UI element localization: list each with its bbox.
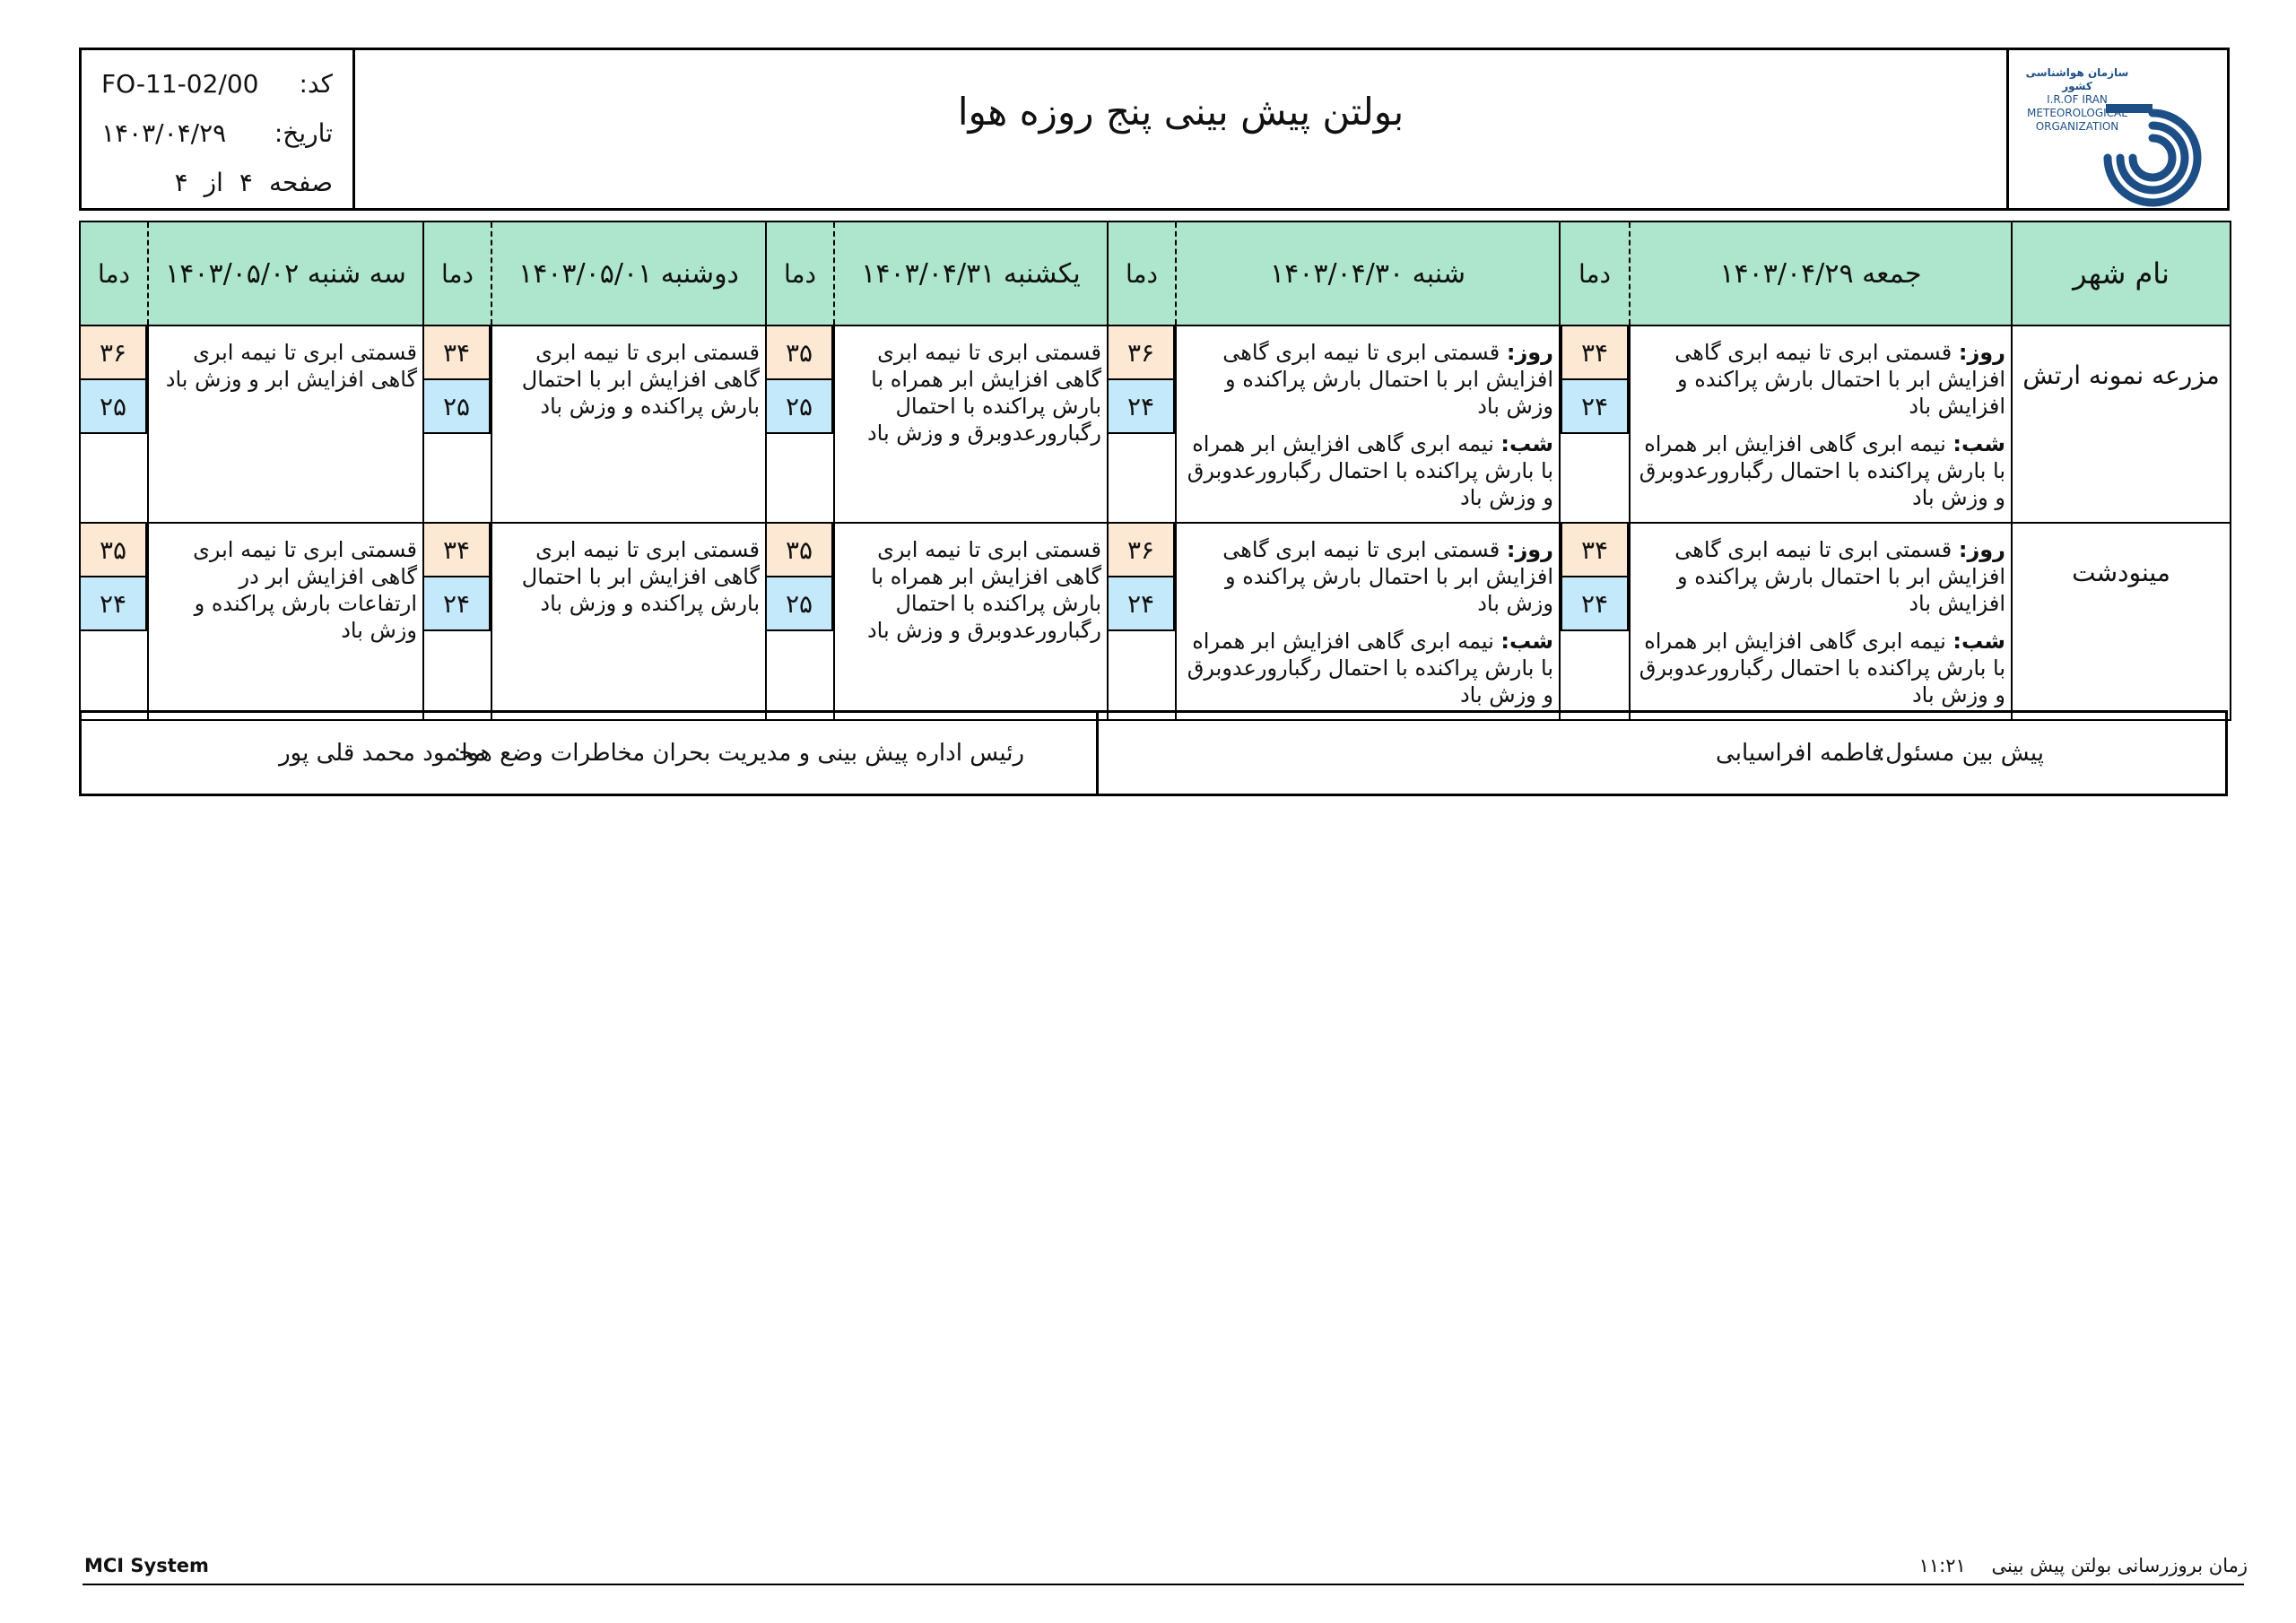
forecast-day-3: قسمتی ابری تا نیمه ابری گاهی افزایش ابر همراه با بارش پراکنده با احتمال رگبارورعدوبرق و وزش باد (834, 523, 1108, 720)
temp-day-3 (766, 325, 834, 523)
temp-day-5 (80, 523, 148, 720)
temp-4-header: دما (423, 221, 491, 325)
temp-day-1 (1560, 523, 1630, 720)
forecast-table (79, 221, 2231, 721)
min-temp: ۲۵ (79, 380, 147, 434)
forecast-day-5: قسمتی ابری تا نیمه ابری گاهی افزایش ابر در ارتفاعات بارش پراکنده و وزش باد (148, 523, 423, 720)
forecaster-section (1096, 713, 2225, 794)
temp-day-2 (1108, 325, 1176, 523)
night-text: نیمه ابری گاهی افزایش ابر همراه با بارش پراکنده با احتمال رگبارورعدوبرق و وزش باد (1187, 629, 1553, 707)
city-name: مزرعه نمونه ارتش (2012, 325, 2231, 523)
day-label: روز: (1958, 537, 2005, 562)
min-temp: ۲۴ (1561, 380, 1629, 434)
page-current: ۴ (239, 168, 253, 197)
page-total: ۴ (174, 168, 188, 197)
day-text: قسمتی ابری تا نیمه ابری گاهی افزایش ابر با احتمال بارش پراکنده و وزش باد (1222, 537, 1553, 616)
code-label: کد: (299, 69, 333, 99)
temp-day-1 (1560, 325, 1630, 523)
day-label: روز: (1506, 340, 1553, 365)
forecast-day-4: قسمتی ابری تا نیمه ابری گاهی افزایش ابر با احتمال بارش پراکنده و وزش باد (491, 325, 766, 523)
max-temp: ۳۵ (79, 524, 147, 577)
temp-3-header: دما (766, 221, 834, 325)
min-temp: ۲۵ (422, 380, 491, 434)
day-text: قسمتی ابری تا نیمه ابری گاهی افزایش ابر با احتمال بارش پراکنده و افزایش باد (1674, 340, 2005, 419)
forecast-day-3: قسمتی ابری تا نیمه ابری گاهی افزایش ابر همراه با بارش پراکنده با احتمال رگبارورعدوبرق و وزش باد (834, 325, 1108, 523)
temp-day-5 (80, 325, 148, 523)
footer-divider (83, 1584, 2244, 1585)
temp-day-2 (1108, 523, 1176, 720)
min-temp: ۲۴ (1107, 577, 1175, 631)
day-3-header: یکشنبه ۱۴۰۳/۰۴/۳۱ (834, 221, 1108, 325)
night-text: نیمه ابری گاهی افزایش ابر همراه با بارش پراکنده با احتمال رگبارورعدوبرق و وزش باد (1639, 629, 2005, 707)
day-1-header: جمعه ۱۴۰۳/۰۴/۲۹ (1630, 221, 2012, 325)
day-5-header: سه شنبه ۱۴۰۳/۰۵/۰۲ (148, 221, 423, 325)
min-temp: ۲۴ (422, 577, 491, 631)
min-temp: ۲۴ (1561, 577, 1629, 631)
head-name: محمود محمد قلی پور (279, 740, 486, 767)
logo-box (2006, 50, 2227, 208)
signature-box (79, 710, 2228, 796)
update-label: زمان بروزرسانی بولتن پیش بینی (1991, 1555, 2248, 1576)
page-row (101, 158, 333, 207)
min-temp: ۲۵ (765, 380, 833, 434)
head-section (82, 713, 1096, 794)
code-value: FO-11-02/00 (101, 69, 259, 99)
day-4-header: دوشنبه ۱۴۰۳/۰۵/۰۱ (491, 221, 766, 325)
bulletin-header (79, 48, 2230, 211)
day-text: قسمتی ابری تا نیمه ابری گاهی افزایش ابر با احتمال بارش پراکنده و وزش باد (1222, 340, 1553, 419)
page-label: صفحه (268, 168, 333, 197)
temp-day-3 (766, 523, 834, 720)
table-row (80, 523, 2231, 720)
temp-day-4 (423, 325, 491, 523)
table-row (80, 325, 2231, 523)
day-2-header: شنبه ۱۴۰۳/۰۴/۳۰ (1176, 221, 1560, 325)
forecaster-label: پیش بین مسئول: (1877, 740, 2044, 767)
forecast-day-2 (1176, 325, 1560, 523)
bulletin-title: بولتن پیش بینی پنج روزه هوا (957, 89, 1405, 134)
forecast-day-1 (1630, 325, 2012, 523)
forecaster-name: فاطمه افراسیابی (1716, 740, 1883, 767)
night-label: شب: (1500, 629, 1553, 654)
min-temp: ۲۴ (79, 577, 147, 631)
max-temp: ۳۴ (422, 524, 491, 577)
max-temp: ۳۵ (765, 524, 833, 577)
night-label: شب: (1500, 431, 1553, 456)
night-text: نیمه ابری گاهی افزایش ابر همراه با بارش پراکنده با احتمال رگبارورعدوبرق و وزش باد (1187, 431, 1553, 510)
forecast-day-2 (1176, 523, 1560, 720)
max-temp: ۳۴ (1561, 326, 1629, 380)
max-temp: ۳۵ (765, 326, 833, 380)
update-time: ۱۱:۲۱ (1918, 1555, 1966, 1576)
system-name: MCI System (84, 1555, 209, 1576)
date-value: ۱۴۰۳/۰۴/۲۹ (101, 118, 227, 148)
night-label: شب: (1952, 629, 2005, 654)
forecast-day-1 (1630, 523, 2012, 720)
forecast-day-4: قسمتی ابری تا نیمه ابری گاهی افزایش ابر با احتمال بارش پراکنده و وزش باد (491, 523, 766, 720)
head-label: رئیس اداره پیش بینی و مدیریت بحران مخاطرات وضع هوا: (453, 740, 1024, 767)
code-row (101, 59, 333, 108)
page-of: از (204, 168, 223, 197)
table-header-row (80, 221, 2231, 325)
day-text: قسمتی ابری تا نیمه ابری گاهی افزایش ابر با احتمال بارش پراکنده و افزایش باد (1674, 537, 2005, 616)
temp-day-4 (423, 523, 491, 720)
city-name: مینودشت (2012, 523, 2231, 720)
date-label: تاریخ: (274, 118, 333, 148)
min-temp: ۲۴ (1107, 380, 1175, 434)
night-label: شب: (1952, 431, 2005, 456)
title-box (355, 50, 2006, 208)
logo-text: سازمان هواشناسی کشور I.R.OF IRAN METEOROLOGICAL ORGANIZATION (2025, 66, 2129, 133)
temp-1-header: دما (1560, 221, 1630, 325)
min-temp: ۲۵ (765, 577, 833, 631)
city-column-header: نام شهر (2012, 221, 2231, 325)
temp-5-header: دما (80, 221, 148, 325)
date-row (101, 108, 333, 158)
max-temp: ۳۶ (1107, 326, 1175, 380)
day-label: روز: (1506, 537, 1553, 562)
max-temp: ۳۴ (422, 326, 491, 380)
forecast-day-5: قسمتی ابری تا نیمه ابری گاهی افزایش ابر و وزش باد (148, 325, 423, 523)
day-label: روز: (1958, 340, 2005, 365)
temp-2-header: دما (1108, 221, 1176, 325)
document-meta (82, 50, 355, 208)
max-temp: ۳۶ (1107, 524, 1175, 577)
max-temp: ۳۶ (79, 326, 147, 380)
max-temp: ۳۴ (1561, 524, 1629, 577)
night-text: نیمه ابری گاهی افزایش ابر همراه با بارش پراکنده با احتمال رگبارورعدوبرق و وزش باد (1639, 431, 2005, 510)
update-info (1919, 1555, 2248, 1576)
